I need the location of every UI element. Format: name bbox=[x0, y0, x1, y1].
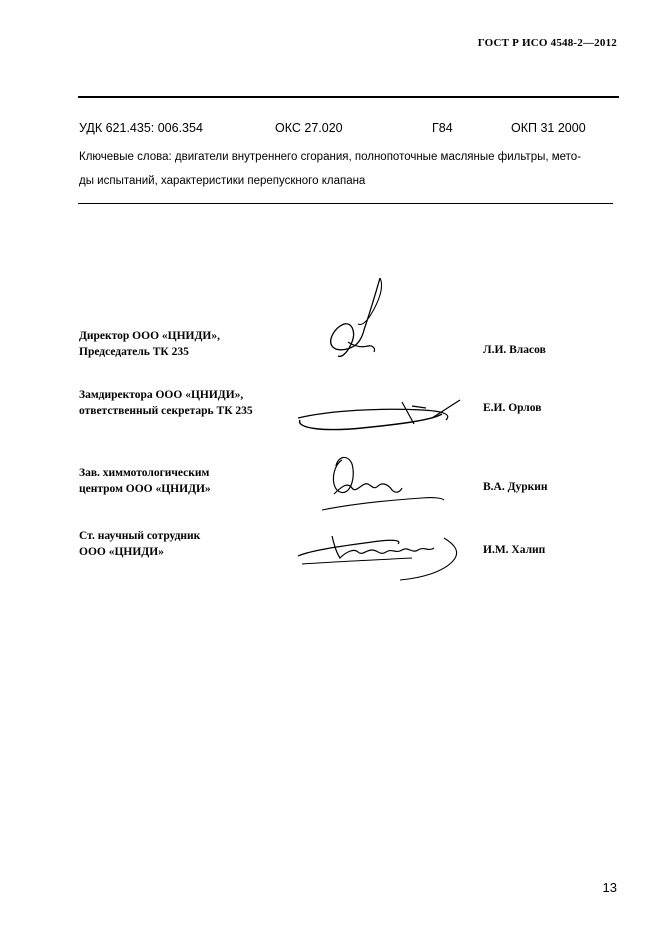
oks-code: ОКС 27.020 bbox=[275, 121, 343, 135]
signatory-name-4: И.М. Халип bbox=[483, 544, 546, 556]
keywords-line-1: Ключевые слова: двигатели внутреннего сгорания, полнопоточные масляные фильтры, мето- bbox=[79, 151, 582, 163]
keywords-block bbox=[79, 145, 619, 193]
signatory-role-4 bbox=[79, 528, 200, 560]
signatory-name-3: В.А. Дуркин bbox=[483, 481, 548, 493]
standard-code: ГОСТ Р ИСО 4548-2—2012 bbox=[477, 37, 617, 49]
bottom-divider bbox=[78, 203, 613, 204]
signatory-role-4-line-1: Ст. научный сотрудник bbox=[79, 530, 201, 542]
signature-1 bbox=[318, 272, 398, 364]
signatory-role-1 bbox=[79, 328, 220, 360]
top-divider bbox=[78, 96, 619, 98]
okp-code: ОКП 31 2000 bbox=[511, 121, 586, 135]
signature-2 bbox=[292, 394, 468, 436]
signature-4 bbox=[292, 526, 472, 584]
group-code: Г84 bbox=[432, 121, 453, 135]
signatory-role-3-line-1: Зав. химмотологическим bbox=[79, 467, 210, 479]
signatory-role-1-line-1: Директор ООО «ЦНИДИ», bbox=[79, 330, 220, 342]
keywords-line-2: ды испытаний, характеристики перепускного клапана bbox=[79, 175, 366, 187]
signatory-name-2: Е.И. Орлов bbox=[483, 402, 542, 414]
signatory-role-3-line-2: центром ООО «ЦНИДИ» bbox=[79, 483, 211, 495]
signatory-role-2 bbox=[79, 387, 253, 419]
page-number: 13 bbox=[602, 880, 617, 895]
signatory-role-2-line-2: ответственный секретарь ТК 235 bbox=[79, 405, 253, 417]
signatory-role-1-line-2: Председатель ТК 235 bbox=[79, 346, 189, 358]
signatory-name-1: Л.И. Власов bbox=[483, 344, 546, 356]
udk-code: УДК 621.435: 006.354 bbox=[79, 121, 203, 135]
signature-3 bbox=[312, 448, 448, 520]
signatory-role-4-line-2: ООО «ЦНИДИ» bbox=[79, 546, 164, 558]
signatory-role-2-line-1: Замдиректора ООО «ЦНИДИ», bbox=[79, 389, 244, 401]
signatory-role-3 bbox=[79, 465, 211, 497]
